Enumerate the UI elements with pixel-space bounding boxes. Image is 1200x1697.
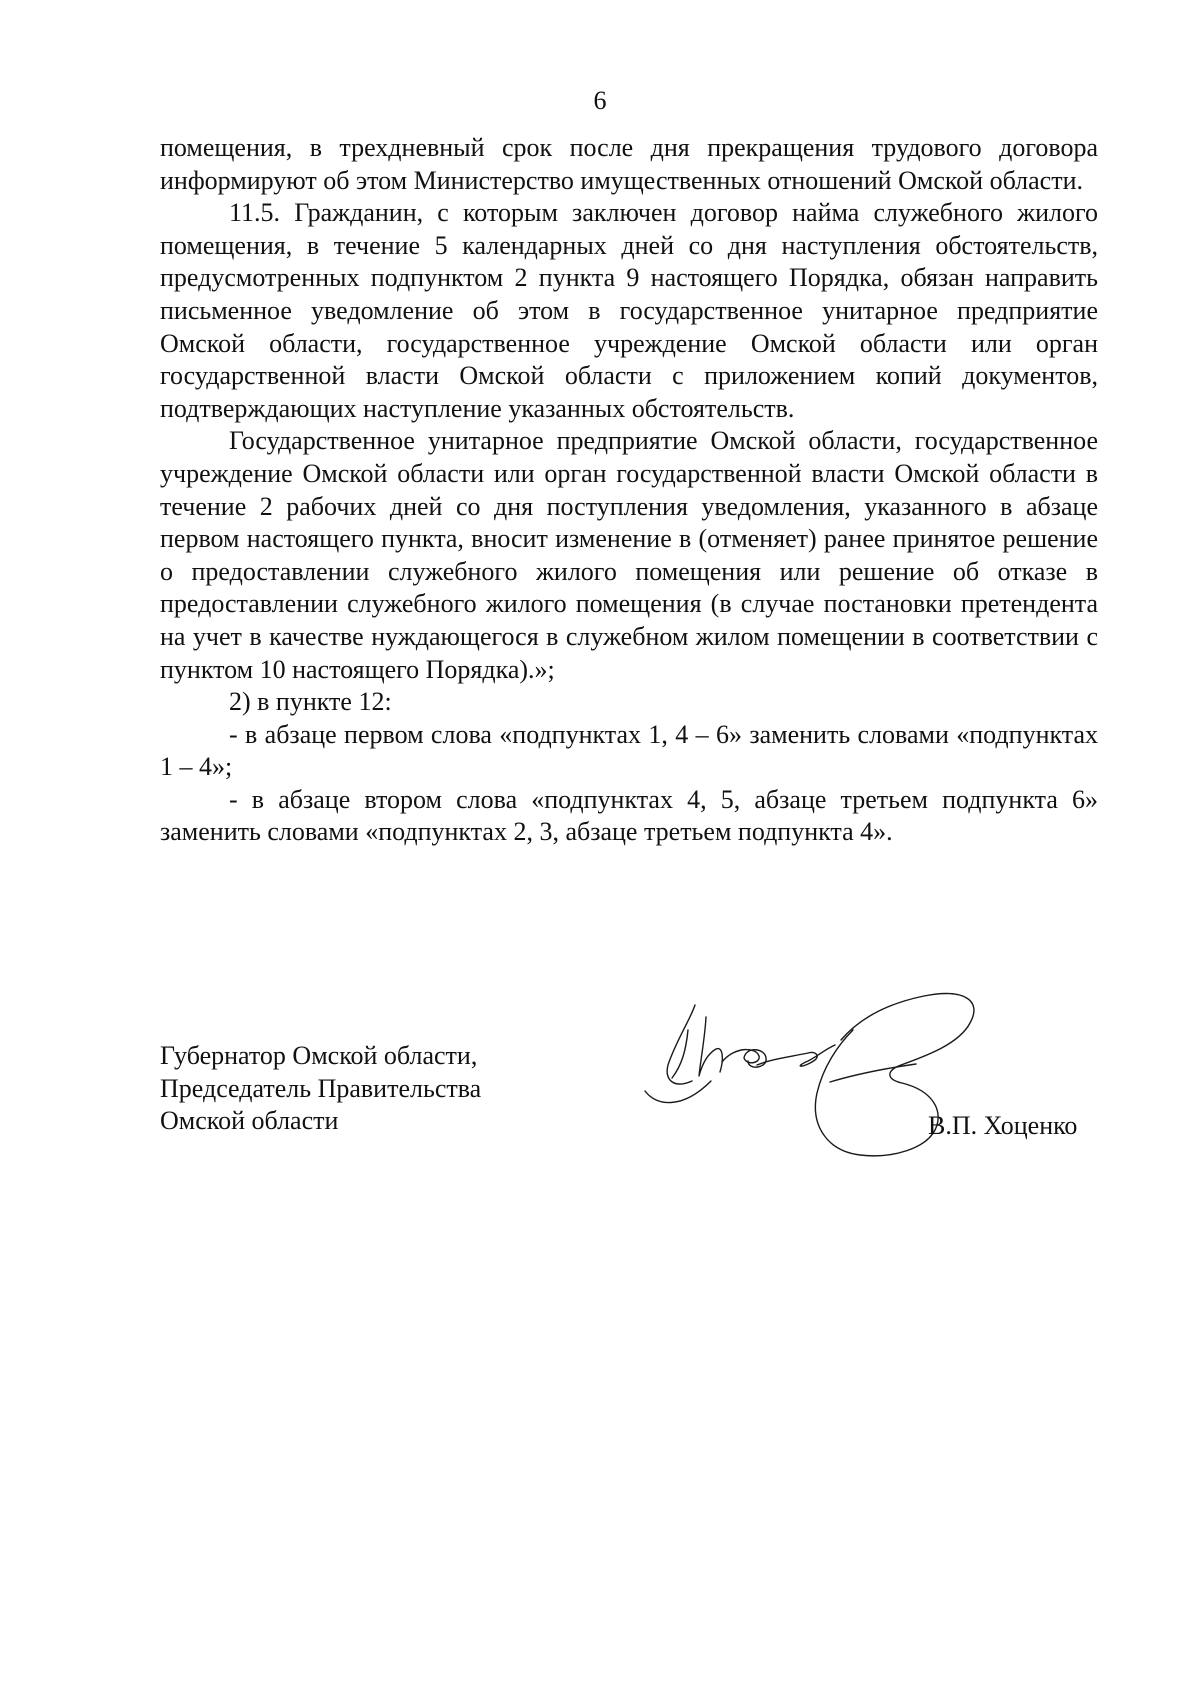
paragraph-first-abstract: - в абзаце первом слова «подпунктах 1, 4 – 6» заменить словами «подпунктах 1 – 4»; — [160, 719, 1098, 782]
paragraph-second-abstract: - в абзаце втором слова «подпунктах 4, 5, абзаце третьем подпункта 6» заменить словами «подпунктах 2, 3, абзаце третьем подпункта 4». — [160, 784, 1098, 847]
signatory-title-line-2: Председатель Правительства — [160, 1073, 482, 1103]
paragraph-state-enterprise: Государственное унитарное предприятие Омской области, государственное учреждение Омской области или орган государственной власти Омской области в течение 2 рабочих дней со дня поступления уведомления, указанного в абзаце первом настоящего пункта, вносит изменение в (отменяет) ранее принятое решение о предоставлении служебного жилого помещения или решение об отказе в предоставлении служебного жилого помещения (в случае постановки претендента на учет в качестве нуждающегося в служебном жилом помещении в соответствии с пунктом 10 настоящего Порядка).»; — [160, 426, 1098, 684]
paragraph-1: помещения, в трехдневный срок после дня прекращения трудового договора информируют об этом Министерство имущественных отношений Омской области. — [160, 133, 1098, 195]
page-number: 6 — [593, 86, 607, 115]
paragraph-11-5: 11.5. Гражданин, с которым заключен договор найма служебного жилого помещения, в течение 5 календарных дней со дня наступления обстоятельств, предусмотренных подпунктом 2 пункта 9 настоящего Порядка, обязан направить письменное уведомление об этом в государственное унитарное предприятие Омской области, государственное учреждение Омской области или орган государственной власти Омской области с приложением копий документов, подтверждающих наступление указанных обстоятельств. — [160, 198, 1098, 423]
signatory-name: В.П. Хоценко — [928, 1111, 1078, 1140]
document-body — [160, 132, 1098, 849]
signatory-title-block — [160, 1040, 560, 1138]
signatory-title-line-1: Губернатор Омской области, — [160, 1041, 478, 1070]
signatory-title-line-3: Омской области — [160, 1106, 339, 1136]
paragraph-point-12: 2) в пункте 12: — [229, 687, 392, 717]
